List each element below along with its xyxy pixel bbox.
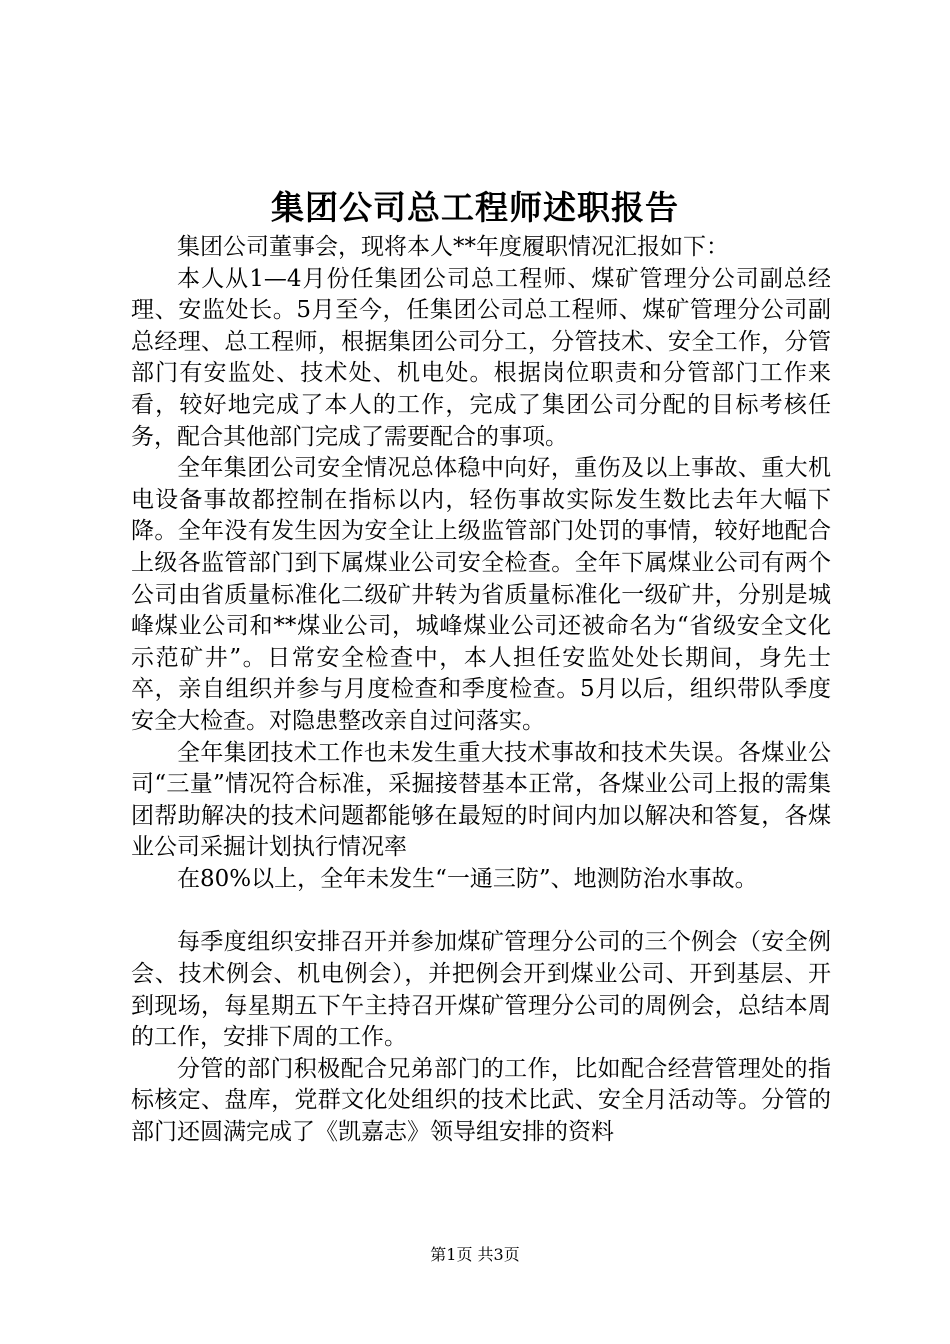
body-paragraph: 每季度组织安排召开并参加煤矿管理分公司的三个例会（安全例会、技术例会、机电例会），并把例会开到煤业公司、开到基层、开到现场，每星期五下午主持召开煤矿管理分公司的周例会，总结本周的工作，安排下周的工作。 <box>131 929 831 1051</box>
body-paragraph: 本人从1—4月份任集团公司总工程师、煤矿管理分公司副总经理、安监处长。5月至今，任集团公司总工程师、煤矿管理分公司副总经理、总工程师，根据集团公司分工，分管技术、安全工作，分管部门有安监处、技术处、机电处。根据岗位职责和分管部门工作来看，较好地完成了本人的工作，完成了集团公司分配的目标考核任务，配合其他部门完成了需要配合的事项。 <box>131 265 831 450</box>
body-paragraph: 集团公司董事会，现将本人**年度履职情况汇报如下： <box>177 234 729 260</box>
body-paragraph: 全年集团技术工作也未发生重大技术事故和技术失误。各煤业公司“三量”情况符合标准，采掘接替基本正常，各煤业公司上报的需集团帮助解决的技术问题都能够在最短的时间内加以解决和答复，各煤业公司采掘计划执行情况率 <box>131 739 831 861</box>
body-paragraph: 分管的部门积极配合兄弟部门的工作，比如配合经营管理处的指标核定、盘库，党群文化处组织的技术比武、安全月活动等。分管的部门还圆满完成了《凯嘉志》领导组安排的资料 <box>131 1055 831 1146</box>
body-paragraph: 在80%以上，全年未发生“一通三防”、地测防治水事故。 <box>177 865 758 892</box>
document-title: 集团公司总工程师述职报告 <box>271 188 679 227</box>
document-body <box>131 232 831 1149</box>
body-paragraph: 全年集团公司安全情况总体稳中向好，重伤及以上事故、重大机电设备事故都控制在指标以内，轻伤事故实际发生数比去年大幅下降。全年没有发生因为安全让上级监管部门处罚的事情，较好地配合上级各监管部门到下属煤业公司安全检查。全年下属煤业公司有两个公司由省质量标准化二级矿井转为省质量标准化一级矿井，分别是城峰煤业公司和**煤业公司，城峰煤业公司还被命名为“省级安全文化示范矿井”。日常安全检查中，本人担任安监处处长期间，身先士卒，亲自组织并参与月度检查和季度检查。5月以后，组织带队季度安全大检查。对隐患整改亲自过问落实。 <box>131 455 831 734</box>
page-number-footer: 第1页 共3页 <box>430 1245 520 1264</box>
